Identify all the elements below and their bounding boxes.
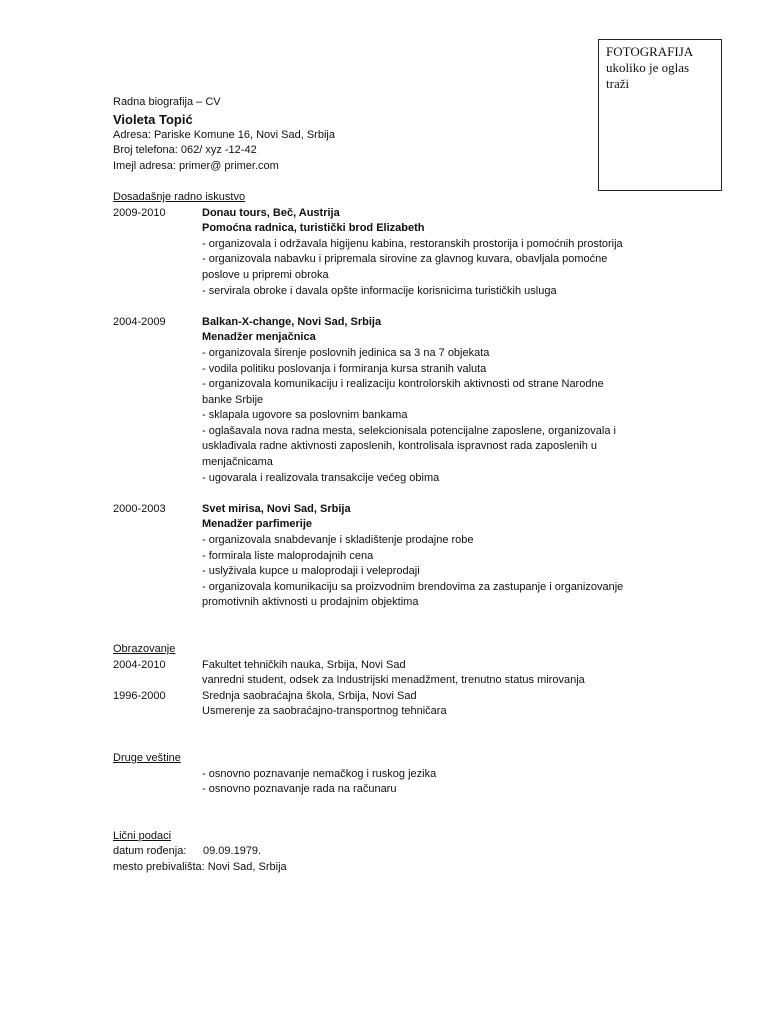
job-duty-line: - organizovala komunikaciju sa proizvodnim brendovima za zastupanje i organizovanje [202,580,624,593]
residence-line: mesto prebivališta: Novi Sad, Srbija [113,860,287,873]
birth-date-value: 09.09.1979. [203,845,262,858]
job-duty-line: - organizovala nabavku i pripremala sirovine za glavnog kuvara, obavljala pomoćne [202,253,608,266]
skills-list [113,767,673,798]
address-line: Adresa: Pariske Komune 16, Novi Sad, Srbija [113,128,335,141]
job-entry [113,502,673,611]
job-company: Donau tours, Beč, Austrija [202,206,340,219]
skill-line: - osnovno poznavanje rada na računaru [202,783,397,796]
job-duty-line: - formirala liste maloprodajnih cena [202,549,374,562]
job-duty-line: - ugovarala i realizovala transakcije većeg obima [202,471,440,484]
job-position: Menadžer parfimerije [202,518,313,531]
education-detail: Usmerenje za saobraćajno-transportnog tehničara [202,705,447,718]
experience-heading: Dosadašnje radno iskustvo [113,190,246,203]
job-duty-line: - vodila politiku poslovanja i formiranja kursa stranih valuta [202,362,487,375]
job-position: Menadžer menjačnica [202,331,316,344]
job-duty-line: usklađivala radne aktivnosti zaposlenih, kontrolisala ispravnost rada zaposlenih u [202,440,598,453]
job-duty-line: - organizovala i održavala higijenu kabina, restoranskih prostorija i pomoćnih prostorija [202,237,623,250]
job-company: Balkan-X-change, Novi Sad, Srbija [202,315,382,328]
education-institution: Fakultet tehničkih nauka, Srbija, Novi Sad [202,658,406,671]
birth-date-row [113,844,673,860]
skills-heading: Druge veštine [113,751,181,764]
job-company: Svet mirisa, Novi Sad, Srbija [202,502,351,515]
education-heading: Obrazovanje [113,643,176,655]
job-duty-line: - sklapala ugovore sa poslovnim bankama [202,409,408,422]
job-years: 2009-2010 [113,206,166,219]
cv-document [113,95,673,876]
job-duty-line: - oglašavala nova radna mesta, selekcionisala potencijalne zaposlene, organizovala i [202,424,616,437]
person-name: Violeta Topić [113,111,193,127]
job-duty-line: banke Srbije [202,393,264,406]
job-duty-line: - uslуživala kupce u maloprodaji i veleprodaji [202,565,420,578]
document-type: Radna biografija – CV [113,96,221,108]
education-institution: Srednja saobraćajna škola, Srbija, Novi Sad [202,689,417,702]
job-duty-line: menjačnicama [202,456,273,469]
job-duty-line: - organizovala širenje poslovnih jedinica sa 3 na 7 objekata [202,346,490,359]
job-duty-line: poslove u pripremi obroka [202,268,329,281]
education-years: 1996-2000 [113,689,166,702]
education-detail: vanredni student, odsek za Industrijski menadžment, trenutno status mirovanja [202,674,585,687]
photo-box-title: FOTOGRAFIJA [606,44,694,59]
email-line: Imejl adresa: primer@ primer.com [113,159,279,172]
job-duty-line: promotivnih aktivnosti u prodajnim objektima [202,596,419,609]
personal-heading: Lični podaci [113,829,172,842]
job-years: 2000-2003 [113,502,166,515]
photo-box-note-line2: traži [606,76,630,91]
phone-line: Broj telefona: 062/ xyz -12-42 [113,144,257,157]
education-entry [113,689,673,720]
job-duty-line: - organizovala snabdevanje i skladištenje prodajne robe [202,534,474,547]
education-entry [113,658,673,689]
skill-line: - osnovno poznavanje nemačkog i ruskog jezika [202,767,437,780]
job-position: Pomoćna radnica, turistički brod Elizabeth [202,222,425,235]
job-entry [113,206,673,300]
job-duty-line: - organizovala komunikaciju i realizaciju kontrolorskih aktivnosti od strane Narodne [202,378,604,391]
job-years: 2004-2009 [113,315,166,328]
photo-box-note-line1: ukoliko je oglas [606,60,690,75]
birth-date-label: datum rođenja: [113,845,187,858]
education-years: 2004-2010 [113,658,166,671]
job-entry [113,315,673,487]
job-duty-line: - servirala obroke i davala opšte informacije korisnicima turističkih usluga [202,284,557,297]
